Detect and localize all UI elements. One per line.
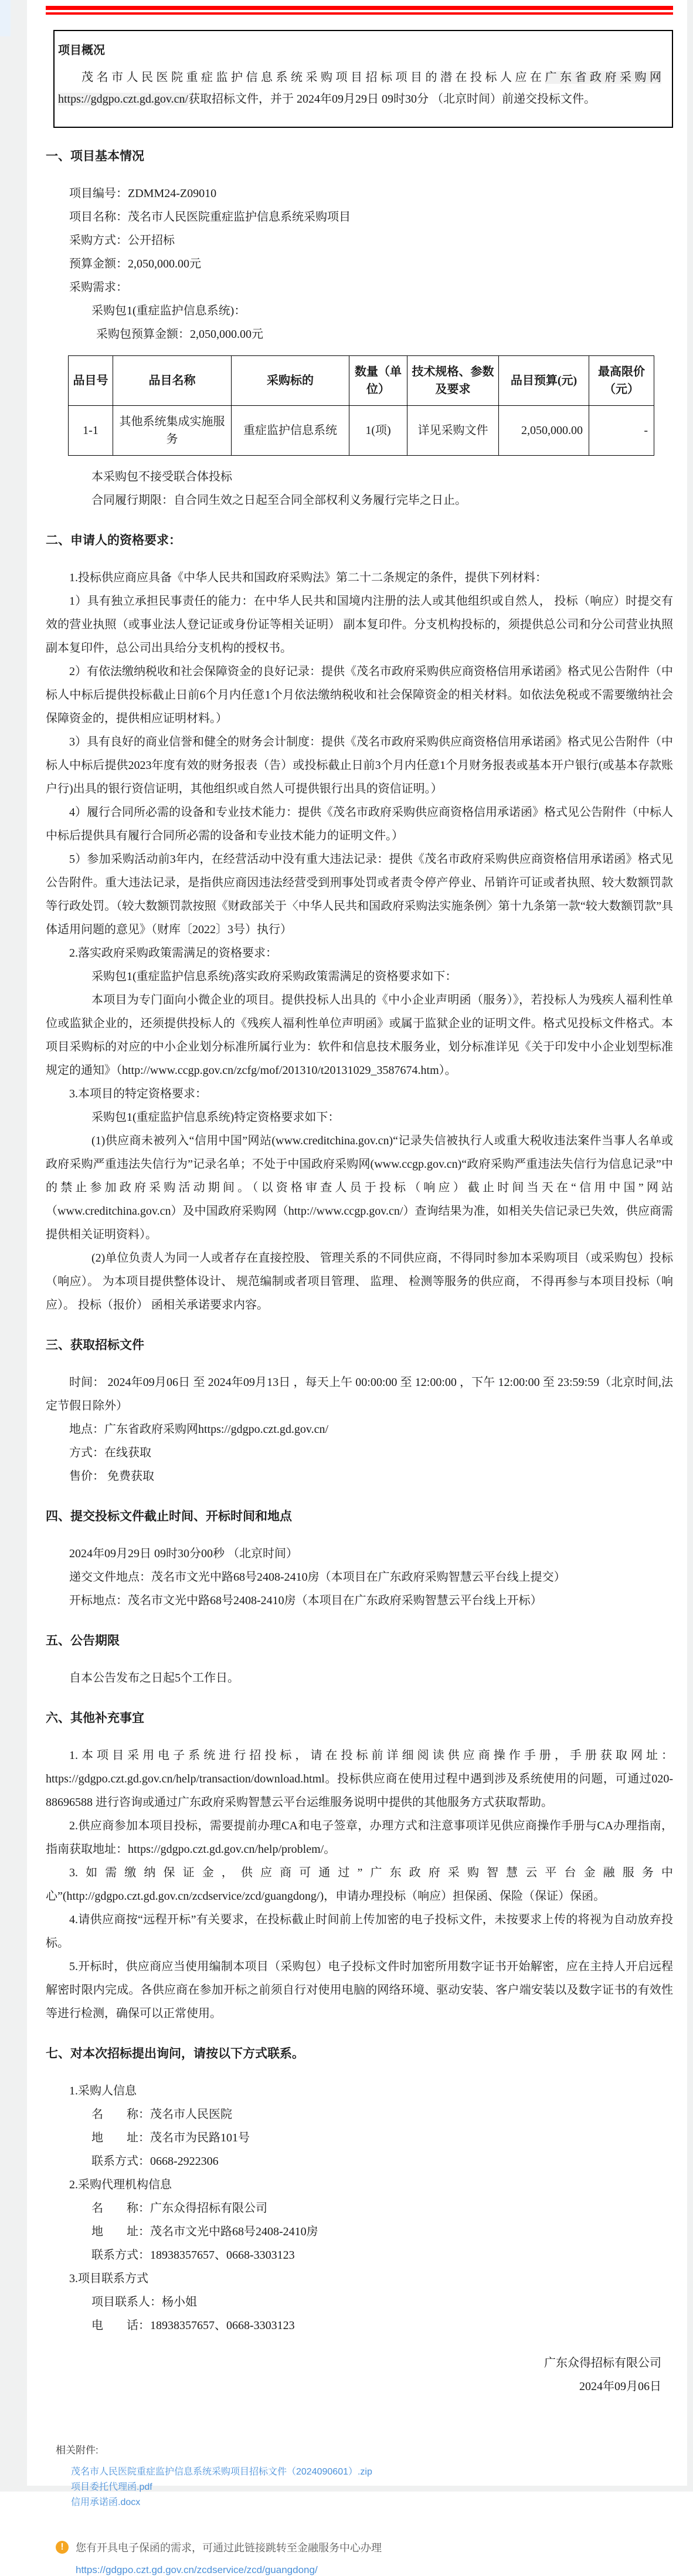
para-specific-requirement-2: (2)单位负责人为同一人或者存在直接控股、 管理关系的不同供应商，不得同时参加本采购项目（或采购包）投标（响应）。 为本项目提供整体设计、 规范编制或者项目管理、 监理、 检测等服务的供应商， 不得再参与本项目投标（响应）。 投标（报价） 函相关承诺要求内容。 [46,1252,673,1311]
announcement-period: 自本公告发布之日起5个工作日。 [69,1672,239,1684]
attachments-section [56,2442,673,2510]
obtain-price: 售价： 免费获取 [69,1470,154,1483]
para-specific-requirement-package: 采购包1(重症监护信息系统)特定资格要求如下： [91,1111,340,1124]
attachments-label: 相关附件: [56,2445,98,2456]
cell-quantity: 1(项) [349,406,407,456]
obtain-time: 时间： 2024年09月06日 至 2024年09月13日 ，每天上午 00:00:00 至 12:00:00 ，下午 12:00:00 至 23:59:59（北京时间,法定节假日除外） [46,1376,673,1412]
right-background-strip [687,0,693,2492]
overview-paragraph [58,67,661,110]
overview-text-prefix: 茂名市人民医院重症监护信息系统采购项目招标项目的潜在投标人应在 [81,71,545,84]
col-header-subject: 采购标的 [232,356,349,406]
left-background-strip [0,0,27,2492]
section-heading-obtain-documents: 三、获取招标文件 [46,1338,144,1352]
para-qualification-1: 1）具有独立承担民事责任的能力：在中华人民共和国境内注册的法人或其他组织或自然人， 投标（响应）时提交有效的营业执照（或事业法人登记证或身份证等相关证明） 副本复印件。分支机构投标的，须提供总公司和分公司营业执照副本复印件，总公司出具给分支机构的授权书。 [46,595,673,655]
para-policy-requirement-title: 2.落实政府采购政策需满足的资格要求： [69,947,277,960]
para-qualification-4: 4）履行合同所必需的设备和专业技术能力：提供《茂名市政府采购供应商资格信用承诺函》格式见公告附件（中标人中标后提供具有履行合同所必需的设备和专业技术能力的证明文件。） [46,806,673,842]
para-qualification-3: 3）具有良好的商业信誉和健全的财务会计制度：提供《茂名市政府采购供应商资格信用承诺函》格式见公告附件（中标人中标后提供2023年度有效的财务报表（告）或投标截止日前3个月内任意1个月财务报表或基本开户银行(或基本存款账户行)出具的银行资信证明，其他组织或自然人可提供银行出具的资信证明。） [46,735,673,795]
agency-info-title: 2.采购代理机构信息 [69,2178,172,2191]
col-header-item-budget: 品目预算(元) [499,356,589,406]
project-name: 项目名称：茂名市人民医院重症监护信息系统采购项目 [69,211,351,223]
cell-price-cap: - [589,406,654,456]
para-qualification-5: 5）参加采购活动前3年内，在经营活动中没有重大违法记录：提供《茂名市政府采购供应商资格信用承诺函》格式见公告附件。重大违法记录，是指供应商因违法经营受到刑事处罚或者责令停产停业、吊销许可证或者执照、较大数额罚款等行政处罚。（较大数额罚款按照《财政部关于〈中华人民共和国政府采购法实施条例〉第十九条第一款“较大数额罚款”具体适用问题的意见》（财库〔2022〕3号）执行） [46,853,673,936]
para-policy-requirement-detail: 本项目为专门面向小微企业的项目。提供投标人出具的《中小企业声明函（服务）》，若投标人为残疾人福利性单位或监狱企业的，还须提供投标人的《残疾人福利性单位声明函》或属于监狱企业的证明文件。格式见投标文件格式。本项目采购标的对应的中小企业划分标准所属行业为：软件和信息技术服务业，划分标准详见《关于印发中小企业划型标准规定的通知》（http://www.ccgp.gov.cn/zcfg/mof/201310/t20131029_3587674.htm）。 [46,994,673,1077]
bid-opening-place: 开标地点：茂名市文光中路68号2408-2410房（本项目在广东政府采购智慧云平台线上开标） [69,1594,542,1607]
cell-item-no: 1-1 [69,406,113,456]
col-header-specs: 技术规格、参数及要求 [407,356,499,406]
top-left-corner-decoration [0,0,11,36]
package-budget: 采购包预算金额：2,050,000.00元 [96,328,263,341]
section-heading-qualification: 二、申请人的资格要求： [46,533,181,547]
submission-deadline: 2024年09月29日 09时30分00秒 （北京时间） [69,1547,298,1560]
attachment-link-agency-pdf[interactable]: 项目委托代理函.pdf [71,2482,152,2492]
section-heading-basic-info: 一、项目基本情况 [46,149,144,163]
cell-item-budget: 2,050,000.00 [499,406,589,456]
col-header-quantity: 数量（单位） [349,356,407,406]
obtain-place: 地点：广东省政府采购网https://gdgpo.czt.gd.gov.cn/ [69,1423,329,1436]
table-row [69,406,654,456]
para-supplementary-5: 5.开标时，供应商应当使用编制本项目（采购包）电子投标文件时加密所用数字证书开始解密，应在主持人开启远程解密时限内完成。各供应商在参加开标之前须自行对使用电脑的网络环境、驱动安装、客户端安装以及数字证书的有效性等进行检测，确保可以正常使用。 [46,1960,673,2020]
budget-amount: 预算金额：2,050,000.00元 [69,257,201,270]
e-guarantee-notice [56,2541,673,2555]
project-contact-phone: 电 话：18938357657、0668-3303123 [91,2319,295,2332]
cell-subject: 重症监护信息系统 [232,406,349,456]
no-joint-bidding-note: 本采购包不接受联合体投标 [91,470,232,483]
para-specific-requirement-title: 3.本项目的特定资格要求： [69,1087,207,1100]
section-heading-deadline-opening: 四、提交投标文件截止时间、开标时间和地点 [46,1509,292,1523]
col-header-price-cap: 最高限价（元） [589,356,654,406]
cell-specs: 详见采购文件 [407,406,499,456]
section-heading-contact: 七、对本次招标提出询问，请按以下方式联系。 [46,2046,304,2060]
para-policy-requirement-package: 采购包1(重症监护信息系统)落实政府采购政策需满足的资格要求如下： [91,970,457,983]
signature-date: 2024年09月06日 [579,2380,661,2393]
agency-address: 地 址：茂名市文光中路68号2408-2410房 [91,2225,318,2238]
agency-name: 名 称：广东众得招标有限公司 [91,2202,267,2215]
para-supplementary-4: 4.请供应商按“远程开标”有关要求，在投标截止时间前上传加密的电子投标文件，未按要求上传的将视为自动放弃投标。 [46,1913,673,1950]
overview-procurement-site-link: 广东省政府采购网https://gdgpo.czt.gd.gov.cn/ [58,71,661,106]
table-header-row [69,356,654,406]
section-heading-announcement-period: 五、公告期限 [46,1633,120,1648]
overview-title: 项目概况 [58,44,105,57]
obtain-method: 方式：在线获取 [69,1446,151,1459]
header-rule [46,6,673,15]
para-supplementary-2: 2.供应商参加本项目投标，需要提前办理CA和电子签章，办理方式和注意事项详见供应商操作手册与CA办理指南，指南获取地址：https://gdgpo.czt.gd.gov.cn/help/problem/。 [46,1819,673,1856]
cell-item-name: 其他系统集成实施服务 [113,406,232,456]
para-specific-requirement-1: (1)供应商未被列入“信用中国”网站(www.creditchina.gov.cn)“记录失信被执行人或重大税收违法案件当事人名单或政府采购严重违法失信行为”记录名单；不处于中国政府采购网(www.ccgp.gov.cn)“政府采购严重违法失信行为信息记录”中的禁止参加政府采购活动期间。（以资格审查人员于投标（响应）截止时间当天在“信用中国”网站（www.creditchina.gov.cn）及中国政府采购网（http://www.ccgp.gov.cn/）查询结果为准，如相关失信记录已失效，供应商需提供相关证明资料）。 [46,1134,673,1241]
buyer-address: 地 址：茂名市为民路101号 [91,2131,250,2144]
buyer-info-title: 1.采购人信息 [69,2084,137,2097]
procurement-method: 采购方式：公开招标 [69,234,175,247]
financial-service-center-link[interactable]: https://gdgpo.czt.gd.gov.cn/zcdservice/zcd/guangdong/ [76,2564,318,2575]
submission-place: 递交文件地点：茂名市文光中路68号2408-2410房（本项目在广东政府采购智慧云平台线上提交） [69,1571,566,1584]
attachment-link-tender-zip[interactable]: 茂名市人民医院重症监护信息系统采购项目招标文件（2024090601）.zip [71,2467,372,2477]
col-header-item-no: 品目号 [69,356,113,406]
procurement-demand-label: 采购需求： [69,281,128,294]
contract-term: 合同履行期限：自合同生效之日起至合同全部权利义务履行完毕之日止。 [91,494,467,507]
announcement-page [46,6,673,2576]
project-contact-title: 3.项目联系方式 [69,2272,148,2285]
e-guarantee-notice-text: 您有开具电子保函的需求，可通过此链接跳转至金融服务中心办理 [76,2542,382,2554]
section-heading-supplementary: 六、其他补充事宜 [46,1711,144,1725]
agency-contact: 联系方式：18938357657、0668-3303123 [91,2249,295,2262]
items-table [68,355,654,456]
signature-company: 广东众得招标有限公司 [544,2357,661,2370]
overview-text-suffix: 获取招标文件，并于 2024年09月29日 09时30分 （北京时间）前递交投标文件。 [188,93,596,106]
para-qualification-2: 2）有依法缴纳税收和社会保障资金的良好记录：提供《茂名市政府采购供应商资格信用承诺函》格式见公告附件（中标人中标后提供投标截止日前6个月内任意1个月依法缴纳税收和社会保障资金的相关材料。如依法免税或不需要缴纳社会保障资金的，提供相应证明材料。） [46,665,673,725]
buyer-name: 名 称：茂名市人民医院 [91,2108,232,2121]
col-header-item-name: 品目名称 [113,356,232,406]
para-qualification-intro: 1.投标供应商应具备《中华人民共和国政府采购法》第二十二条规定的条件，提供下列材料： [69,571,547,584]
para-supplementary-3: 3.如需缴纳保证金，供应商可通过”广东政府采购智慧云平台金融服务中心”(http://gdgpo.czt.gd.gov.cn/zcdservice/zcd/guangdong/)，申请办理投标（响应）担保函、保险（保证）保函。 [46,1866,673,1903]
project-number: 项目编号：ZDMM24-Z09010 [69,187,217,200]
attachment-link-credit-docx[interactable]: 信用承诺函.docx [71,2497,141,2507]
exclamation-icon: ! [56,2541,69,2554]
header-rule-thin [46,12,673,15]
para-supplementary-1: 1.本项目采用电子系统进行招投标，请在投标前详细阅读供应商操作手册，手册获取网址：https://gdgpo.czt.gd.gov.cn/help/transaction/download.html。投标供应商在使用过程中遇到涉及系统使用的问题，可通过020-88696588 进行咨询或通过广东政府采购智慧云平台运维服务说明中提供的其他服务方式获取帮助。 [46,1749,673,1809]
header-rule-thick [46,6,673,10]
package-label: 采购包1(重症监护信息系统)： [91,304,246,317]
project-overview-box [53,30,673,128]
buyer-contact: 联系方式：0668-2922306 [91,2155,219,2168]
project-contact-person: 项目联系人：杨小姐 [91,2296,197,2309]
